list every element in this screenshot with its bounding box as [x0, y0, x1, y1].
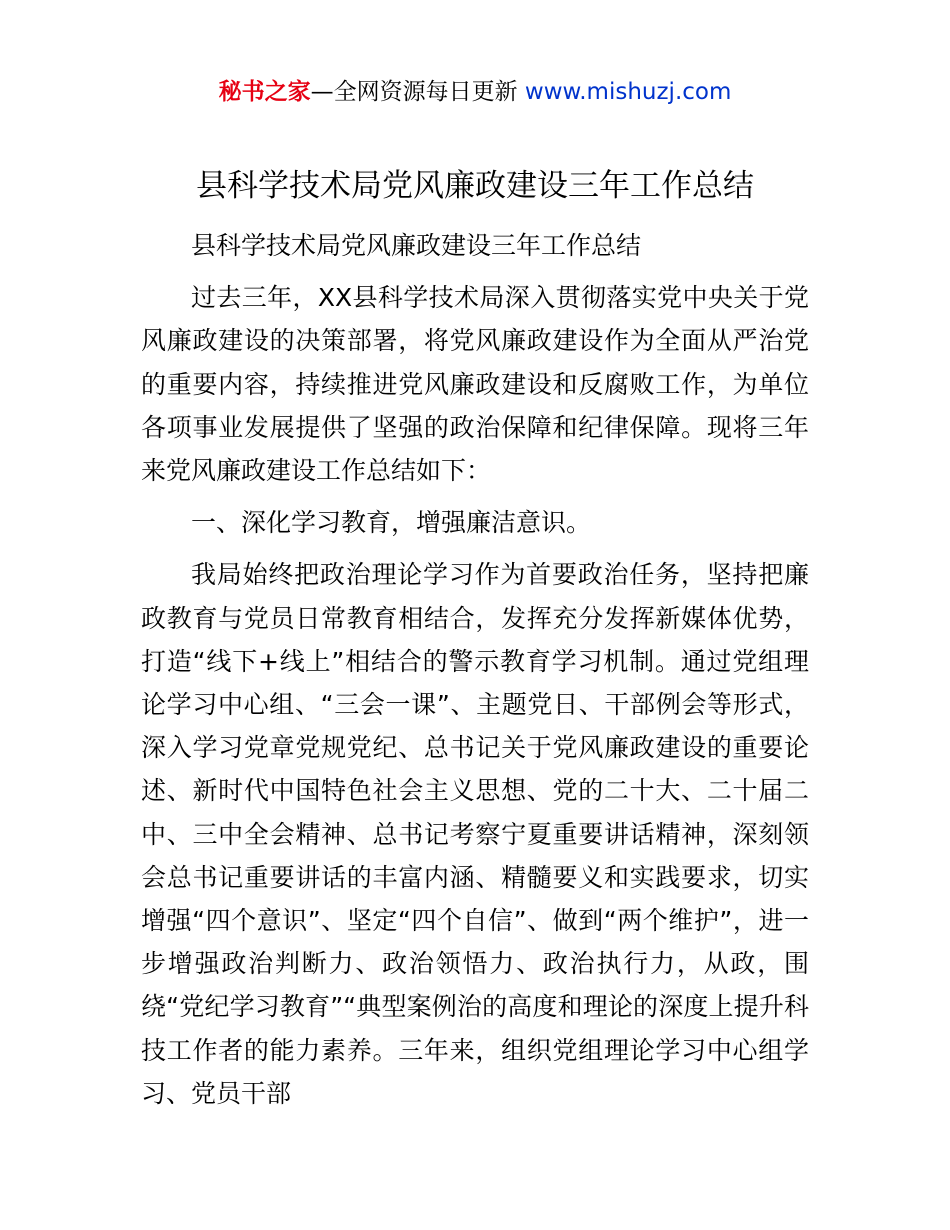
brand-name: 秘书之家 [218, 79, 311, 105]
paragraph-intro: 过去三年，XX县科学技术局深入贯彻落实党中央关于党风廉政建设的决策部署，将党风廉政建设作为全面从严治党的重要内容，持续推进党风廉政建设和反腐败工作，为单位各项事业发展提供了坚强的政治保障和纪律保障。现将三年来党风廉政建设工作总结如下： [141, 283, 809, 486]
site-url-link[interactable]: www.mishuzj.com [524, 79, 732, 105]
header-tagline: —全网资源每日更新 [310, 79, 525, 105]
document-subtitle: 县科学技术局党风廉政建设三年工作总结 [191, 231, 642, 260]
document-title: 县科学技术局党风廉政建设三年工作总结 [196, 168, 754, 204]
document-body [141, 224, 809, 1115]
paragraph-study-education: 我局始终把政治理论学习作为首要政治任务，坚持把廉政教育与党员日常教育相结合，发挥充分发挥新媒体优势，打造“线下+线上”相结合的警示教育学习机制。通过党组理论学习中心组、“三会一课”、主题党日、干部例会等形式，深入学习党章党规党纪、总书记关于党风廉政建设的重要论述、新时代中国特色社会主义思想、党的二十大、二十届二中、三中全会精神、总书记考察宁夏重要讲话精神，深刻领会总书记重要讲话的丰富内涵、精髓要义和实践要求，切实增强“四个意识”、坚定“四个自信”、做到“两个维护”，进一步增强政治判断力、政治领悟力、政治执行力，从政，围绕“党纪学习教育”“典型案例治的高度和理论的深度上提升科技工作者的能力素养。三年来，组织党组理论学习中心组学习、党员干部 [141, 560, 809, 1108]
site-header [0, 76, 950, 108]
section-heading-1: 一、深化学习教育，增强廉洁意识。 [191, 508, 592, 538]
